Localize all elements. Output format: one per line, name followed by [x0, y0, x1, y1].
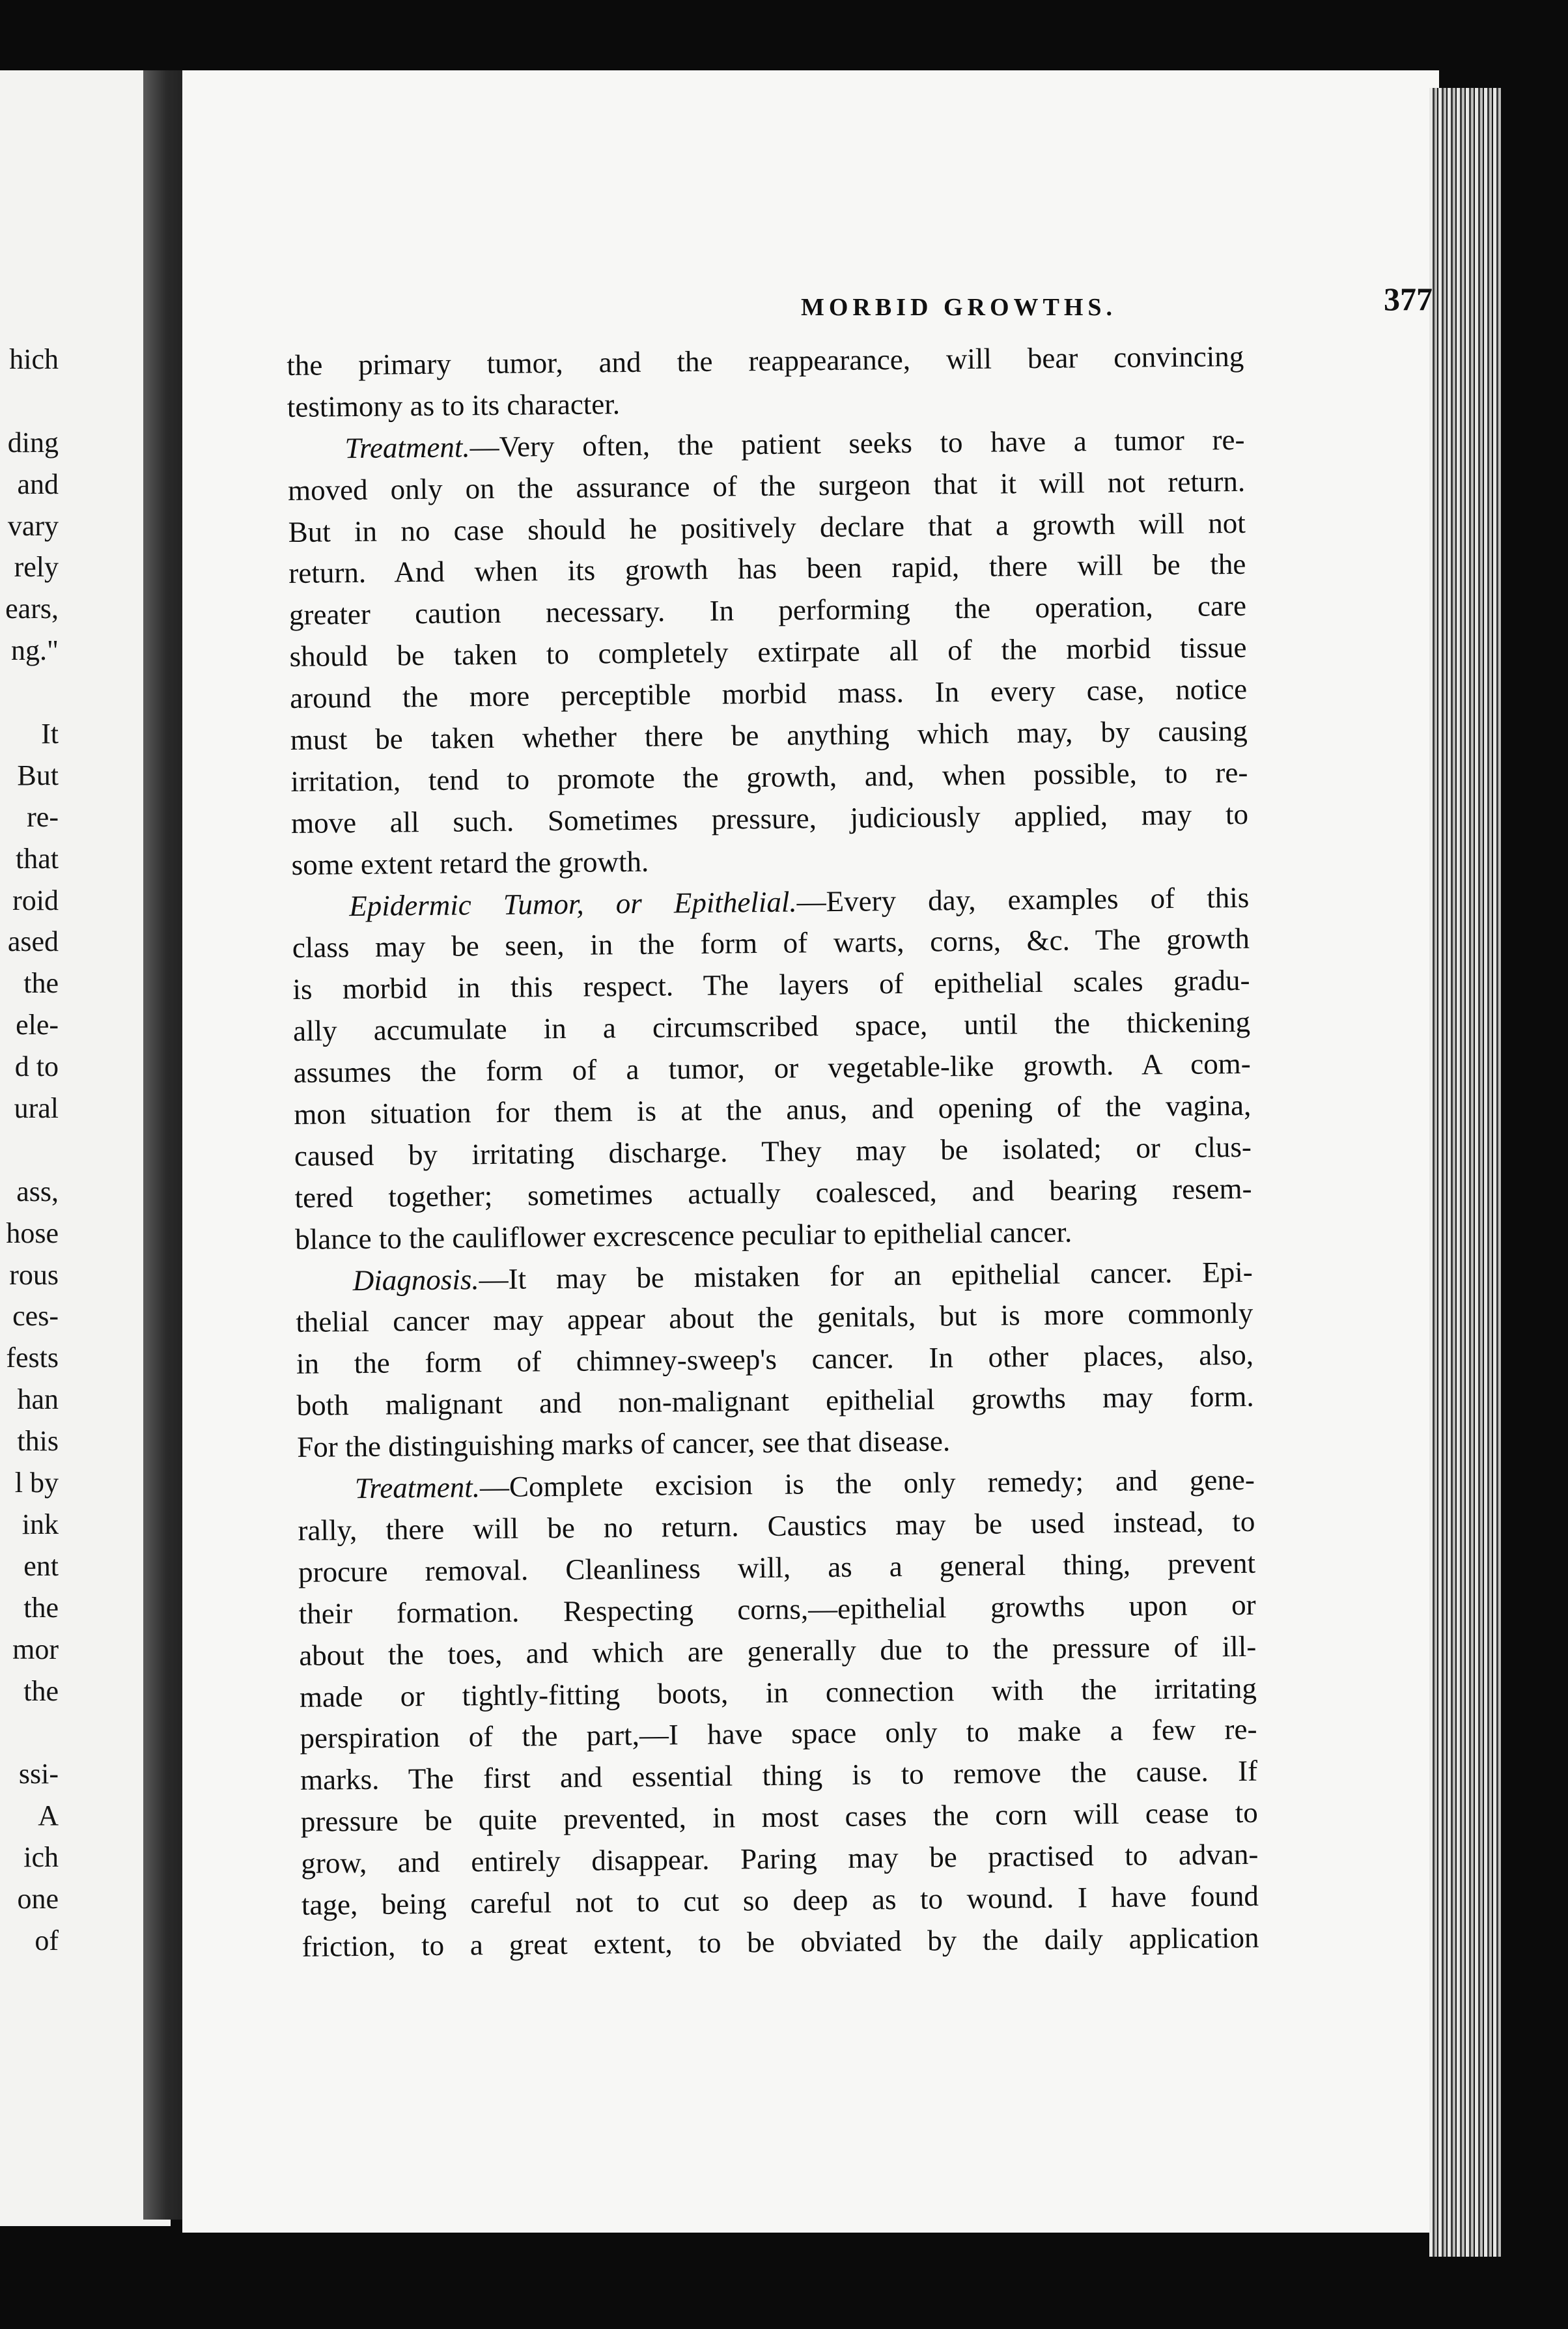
line-text: their formation. Respecting corns,—epithelial growths upon or	[298, 1588, 1256, 1630]
body-text	[287, 336, 1259, 1968]
previous-page-line: rous	[9, 1258, 59, 1291]
line-text: For the distinguishing marks of cancer, see that disease.	[297, 1424, 951, 1464]
previous-page-line: ased	[7, 925, 59, 958]
previous-page-line: ural	[14, 1092, 59, 1125]
line-text: marks. The first and essential thing is to remove the cause. If	[300, 1755, 1258, 1797]
line-text: must be taken whether there be anything which may, by causing	[290, 714, 1248, 756]
page-edges	[1429, 88, 1501, 2257]
previous-page-line: that	[16, 842, 59, 875]
line-text: about the toes, and which are generally due to the pressure of ill-	[299, 1630, 1257, 1672]
line-text: in the form of chimney-sweep's cancer. In other places, also,	[296, 1338, 1254, 1381]
line-text: —Every day, examples of this	[796, 881, 1250, 918]
previous-page-line: one	[17, 1882, 59, 1915]
previous-page-line: vary	[7, 509, 59, 542]
line-text: irritation, tend to promote the growth, and, when possible, to re-	[290, 755, 1248, 798]
line-text: grow, and entirely disappear. Paring may be practised to advan-	[301, 1837, 1259, 1880]
page-header	[182, 280, 1433, 332]
line-text: ally accumulate in a circumscribed space, until the thickening	[292, 1006, 1251, 1048]
line-text: move all such. Sometimes pressure, judiciously applied, may to	[290, 797, 1249, 840]
italic-heading: Epithelial.	[673, 885, 797, 919]
line-text: —Very often, the patient seeks to have a tumor re-	[469, 423, 1245, 464]
previous-page-line: and	[17, 468, 59, 500]
previous-page-line: d to	[14, 1051, 59, 1083]
line-text: blance to the cauliflower excrescence peculiar to epithelial cancer.	[294, 1215, 1072, 1256]
line-text: tered together; sometimes actually coalesced, and bearing resem-	[294, 1172, 1252, 1214]
line-text: made or tightly-fitting boots, in connection with the irritating	[299, 1671, 1257, 1714]
line-text: assumes the form of a tumor, or vegetable-like growth. A com-	[293, 1047, 1251, 1090]
previous-page-line	[0, 380, 59, 422]
line-text: return. And when its growth has been rapid, there will be the	[288, 548, 1246, 590]
previous-page-line: of	[35, 1924, 59, 1956]
previous-page-line: roid	[12, 884, 59, 916]
previous-page-line: this	[17, 1425, 59, 1458]
previous-page-line: hich	[9, 343, 59, 375]
italic-heading: Epidermic Tumor,	[349, 887, 584, 922]
line-text: mon situation for them is at the anus, and opening of the vagina,	[294, 1088, 1252, 1131]
previous-page-line: mor	[12, 1633, 59, 1665]
previous-page-line: ng."	[11, 634, 59, 667]
previous-page-line: fests	[6, 1342, 59, 1374]
line-text: should be taken to completely extirpate all of the morbid tissue	[289, 631, 1247, 673]
previous-page-line: ass,	[16, 1175, 59, 1207]
line-text: is morbid in this respect. The layers of epithelial scales gradu-	[292, 964, 1250, 1006]
previous-page-line: ssi-	[18, 1758, 59, 1790]
line-text: friction, to a great extent, to be obviated by the daily application	[301, 1921, 1259, 1963]
previous-page-line: l by	[14, 1467, 59, 1499]
previous-page-line: han	[17, 1383, 59, 1416]
previous-page-line: the	[23, 1674, 59, 1707]
previous-page-line: It	[41, 718, 59, 750]
italic-heading: Diagnosis.	[352, 1262, 479, 1297]
line-text: thelial cancer may appear about the genitals, but is more commonly	[296, 1297, 1253, 1339]
previous-page-line: A	[38, 1800, 59, 1832]
line-text: —Complete excision is the only remedy; and gene-	[479, 1463, 1255, 1504]
italic-heading: Treatment.	[354, 1471, 481, 1505]
previous-page-line	[0, 671, 59, 713]
previous-page-line: rely	[14, 551, 59, 584]
line-text: greater caution necessary. In performing the operation, care	[288, 589, 1247, 632]
line-text: caused by irritating discharge. They may be isolated; or clus-	[294, 1130, 1252, 1172]
line-text: class may be seen, in the form of warts, corns, &c. The growth	[292, 922, 1250, 965]
previous-page-line: hose	[6, 1217, 59, 1249]
line-text: both malignant and non-malignant epithelial growths may form.	[296, 1380, 1254, 1422]
line-text: procure removal. Cleanliness will, as a general thing, prevent	[298, 1546, 1256, 1588]
previous-page-line: the	[23, 1591, 59, 1624]
previous-page-line: ele-	[16, 1009, 59, 1041]
previous-page-line: ces-	[12, 1300, 59, 1333]
line-text: testimony as to its character.	[287, 387, 621, 423]
previous-page-line: ent	[23, 1549, 59, 1582]
line-text: tage, being careful not to cut so deep as to wound. I have found	[301, 1879, 1259, 1921]
line-text: pressure be quite prevented, in most cases the corn will cease to	[300, 1796, 1258, 1839]
line-text: rally, there will be no return. Caustics may be used instead, to	[298, 1504, 1255, 1547]
previous-page-line: ich	[23, 1841, 59, 1874]
line-text: —It may be mistaken for an epithelial cancer. Epi-	[479, 1255, 1253, 1295]
previous-page-line: But	[17, 759, 59, 791]
previous-page-text-fragments	[0, 339, 59, 1962]
previous-page-line: ink	[21, 1508, 59, 1540]
previous-page-line	[0, 1129, 59, 1171]
page-number: 377	[1384, 281, 1433, 317]
previous-page-line: re-	[27, 800, 59, 833]
previous-page-line: ding	[7, 426, 59, 459]
previous-page-line: ears,	[5, 593, 59, 625]
running-head: MORBID GROWTHS.	[801, 294, 1117, 321]
line-text: some extent retard the growth.	[291, 845, 649, 881]
previous-page-line	[0, 1712, 59, 1753]
previous-page-line: the	[23, 967, 59, 1000]
italic-heading: Treatment.	[344, 431, 470, 464]
line-text: around the more perceptible morbid mass. In every case, notice	[289, 672, 1248, 715]
italic-connector: or	[583, 886, 675, 920]
line-text: the primary tumor, and the reappearance, will bear convincing	[287, 339, 1244, 382]
line-text: perspiration of the part,—I have space only to make a few re-	[300, 1713, 1257, 1755]
line-text: But in no case should he positively declare that a growth will not	[288, 506, 1246, 548]
line-text: moved only on the assurance of the surgeon that it will not return.	[287, 464, 1246, 507]
